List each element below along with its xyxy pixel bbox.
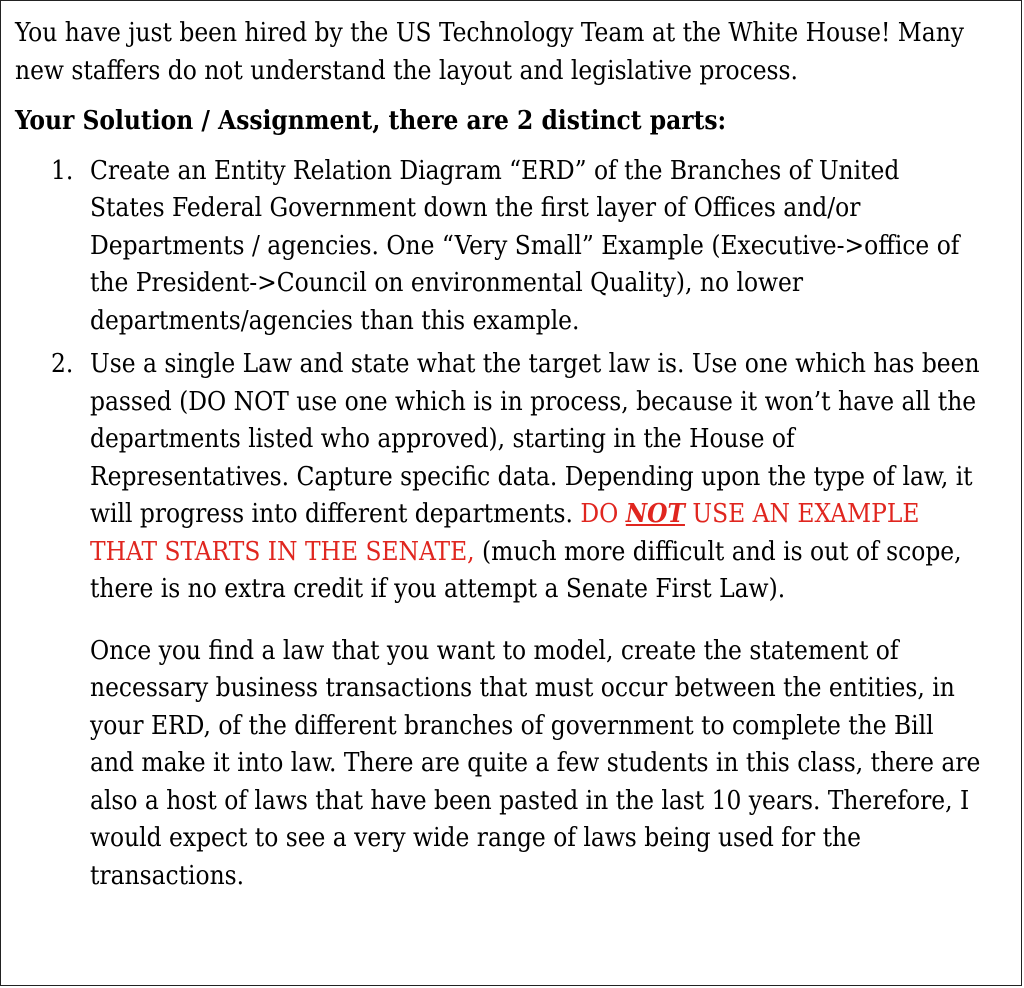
assignment-text	[15, 15, 1005, 895]
task-list	[15, 153, 1005, 609]
task-text: Use a single Law and state what the target law is. Use one which has been passed (DO NOT use one which is in process, because it won’t have all the departments listed who approved), starting in the House of Representatives. Capture specific data. Depending upon the type of law, it will progress into different departments.	[90, 349, 980, 529]
task-note: (much more difficult and is out of scope, there is no extra credit if you attempt a Senate First Law).	[90, 536, 962, 604]
task-item-1	[15, 153, 980, 341]
warning-prefix: DO	[580, 499, 626, 529]
task-text: Create an Entity Relation Diagram “ERD” of the Branches of United States Federal Government down the first layer of Offices and/or Departments / agencies. One “Very Small” Example (Executive->office of the President->Council on environmental Quality), no lower departments/agencies than this example.	[90, 155, 960, 336]
intro-paragraph: You have just been hired by the US Technology Team at the White House! Many new staffers do not understand the layout and legislative process.	[15, 18, 964, 86]
task-number: 2.	[51, 349, 74, 379]
task-number: 1.	[51, 155, 74, 186]
assignment-heading: Your Solution / Assignment, there are 2 distinct parts:	[15, 106, 727, 136]
task-item-2	[15, 346, 980, 609]
followup-paragraph: Once you find a law that you want to model, create the statement of necessary business transactions that must occur between the entities, in your ERD, of the different branches of government to complete the Bill and make it into law. There are quite a few students in this class, there are also a host of laws that have been pasted in the last 10 years. Therefore, I would expect to see a very wide range of laws being used for the transactions.	[90, 635, 981, 891]
warning-emphasis: NOT	[625, 499, 685, 529]
warning-suffix: USE AN EXAMPLE THAT STARTS IN THE SENATE,	[90, 499, 920, 567]
